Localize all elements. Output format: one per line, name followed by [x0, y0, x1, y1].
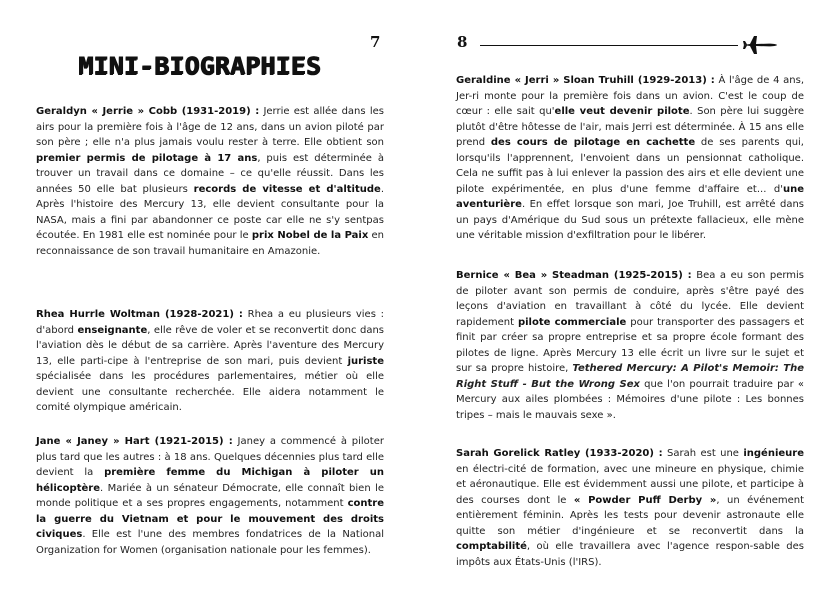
bio-text-run: en reconnaissance de son travail humanitaire en Amazonie.	[36, 230, 385, 257]
bio-text-run: Bea a eu son permis de piloter avant son permis de conduire, après s'être payé des leçons d'aviation en travaillant à côté du lycée. Elle devient rapidement	[456, 270, 805, 328]
bio-name: Sarah Gorelick Ratley (1933-2020) :	[456, 448, 663, 459]
bio-text-run: . Son père lui suggère plutôt d'être hôtesse de l'air, mais Jerri est déterminée. À 15 ans elle prend	[456, 106, 805, 148]
bio-text-run: Sarah est une	[662, 448, 744, 459]
airplane-icon	[742, 33, 778, 57]
bio-highlight: une aventurière	[456, 183, 804, 210]
bio-text-run: de ses parents qui, lorsqu'ils l'apprennent, l'envoient dans un pensionnat catholique. Cela ne suffit pas à lui enlever la passion des airs et elle devient une pilote expérimentée, en plus d'une femme d'affaire et... d'	[456, 137, 804, 195]
bio-text-run: spécialisée dans les procédures parlementaires, métier où elle devient une consultante recherchée. Elle aidera notamment le comité olympique américain.	[36, 371, 384, 413]
bio-text-run: À l'âge de 4 ans, Jer-ri monte pour la première fois dans un avion. C'est le coup de cœur : elle sait qu'	[456, 75, 804, 117]
bio-text-run: Jerrie est allée dans les airs pour la première fois à l'âge de 12 ans, dans un avion piloté par son père ; elle n'a plus jamais voulu rester à terre. Elle obtient son	[36, 106, 384, 148]
bio-text-run: . Mariée à un sénateur Démocrate, elle connaît bien le monde politique et a ses propres engagements, notamment	[36, 482, 384, 509]
bio-text	[456, 270, 804, 421]
bio-text	[36, 309, 384, 413]
page-number-left: 7	[370, 33, 381, 51]
bio-highlight: premier permis de pilotage à 17 ans	[36, 152, 258, 164]
bio-woltman	[36, 307, 384, 416]
bio-highlight: première femme du Michigan à piloter un hélicoptère	[36, 467, 384, 494]
bio-name: Jane « Janey » Hart (1921-2015) :	[36, 436, 233, 447]
bio-highlight: pilote commerciale	[517, 316, 627, 328]
bio-truhill	[456, 73, 804, 244]
bio-name: Geraldyn « Jerrie » Cobb (1931-2019) :	[36, 106, 260, 117]
bio-text-run: Janey a commencé à piloter plus tard que les autres : à 18 ans. Quelques décennies plus tard elle devient la	[36, 436, 384, 478]
bio-text-run: . En effet lorsque son mari, Joe Truhill, est arrêté dans un pays d'Amérique du Sud sous un prétexte fallacieux, elle mène une véritable mission d'exfiltration pour le libérer.	[456, 199, 804, 241]
bio-text	[456, 75, 804, 241]
bio-highlight: records de vitesse et d'altitude	[193, 183, 381, 195]
bio-highlight: juriste	[347, 355, 384, 367]
bio-book-title: Tethered Mercury: A Pilot's Memoir: The Right Stuff - But the Wrong Sex	[456, 363, 804, 390]
bio-text-run: , un événement entièrement féminin. Après les tests pour devenir astronaute elle quitte son métier d'ingénieure et se reconvertit dans la	[456, 494, 804, 537]
bio-highlight: prix Nobel de la Paix	[251, 230, 369, 241]
bio-text-run: . Elle est l'une des membres fondatrices de la National Organization for Women (organisation nationale pour les femmes).	[36, 529, 384, 556]
page-number-right: 8	[457, 33, 468, 51]
bio-highlight: « Powder Puff Derby »	[573, 494, 717, 506]
page-title: MINI-BIOGRAPHIES	[78, 52, 321, 80]
bio-highlight: enseignante	[77, 324, 148, 336]
bio-steadman	[456, 268, 804, 423]
bio-text-run: que l'on pourrait traduire par « Mercury aux ailes plombées : Mémoires d'une pilote : Les bonnes tripes – mais le mauvais sexe ».	[456, 378, 804, 421]
bio-name: Bernice « Bea » Steadman (1925-2015) :	[456, 270, 692, 281]
bio-ratley	[456, 446, 804, 570]
bio-highlight: contre la guerre du Vietnam et pour le mouvement des droits civiques	[36, 498, 384, 540]
bio-text-run: , où elle travaillera avec l'agence respon-sable des impôts aux États-Unis (l'IRS).	[456, 541, 804, 568]
bio-cobb	[36, 104, 384, 259]
bio-text-run: pour transporter des passagers et finit par créer sa propre entreprise et sa propre école formant des pilotes de ligne. Après Mercury 13 elle écrit un livre sur le sujet et sur sa propre histoire,	[456, 316, 805, 374]
bio-text	[456, 448, 804, 568]
bio-text	[36, 106, 384, 257]
bio-highlight: comptabilité	[456, 541, 527, 552]
bio-highlight: ingénieure	[743, 448, 804, 459]
right-page	[420, 0, 839, 595]
flight-path-line	[480, 45, 738, 46]
bio-text-run: Rhea a eu plusieurs vies : d'abord	[36, 309, 384, 336]
bio-text-run: . Après l'histoire des Mercury 13, elle devient consultante pour la NASA, mais a fini par abandonner ce poste car elle ne s'y sentpas écoutée. En 1981 elle est nominée pour le	[36, 183, 384, 241]
bio-text-run: en électri-cité de formation, avec une mineure en physique, chimie et aéronautique. Elle est évidemment aussi une pilote, et participe à des courses dont le	[456, 463, 804, 506]
bio-name: Rhea Hurrle Woltman (1928-2021) :	[36, 309, 243, 320]
bio-name: Geraldine « Jerri » Sloan Truhill (1929-2013) :	[456, 75, 715, 86]
bio-highlight: des cours de pilotage en cachette	[490, 137, 696, 148]
bio-highlight: elle veut devenir pilote	[554, 106, 690, 117]
bio-text	[36, 436, 384, 556]
bio-hart	[36, 434, 384, 558]
bio-text-run: , puis est déterminée à trouver un travail dans ce domaine – ce qu'elle réussit. Dans les années 50 elle bat plusieurs	[36, 152, 384, 195]
bio-text-run: , elle rêve de voler et se reconvertit donc dans l'aviation dès le début de sa carrière. Après l'aventure des Mercury 13, elle parti-cipe à l'entreprise de son mari, puis devient	[36, 324, 384, 367]
